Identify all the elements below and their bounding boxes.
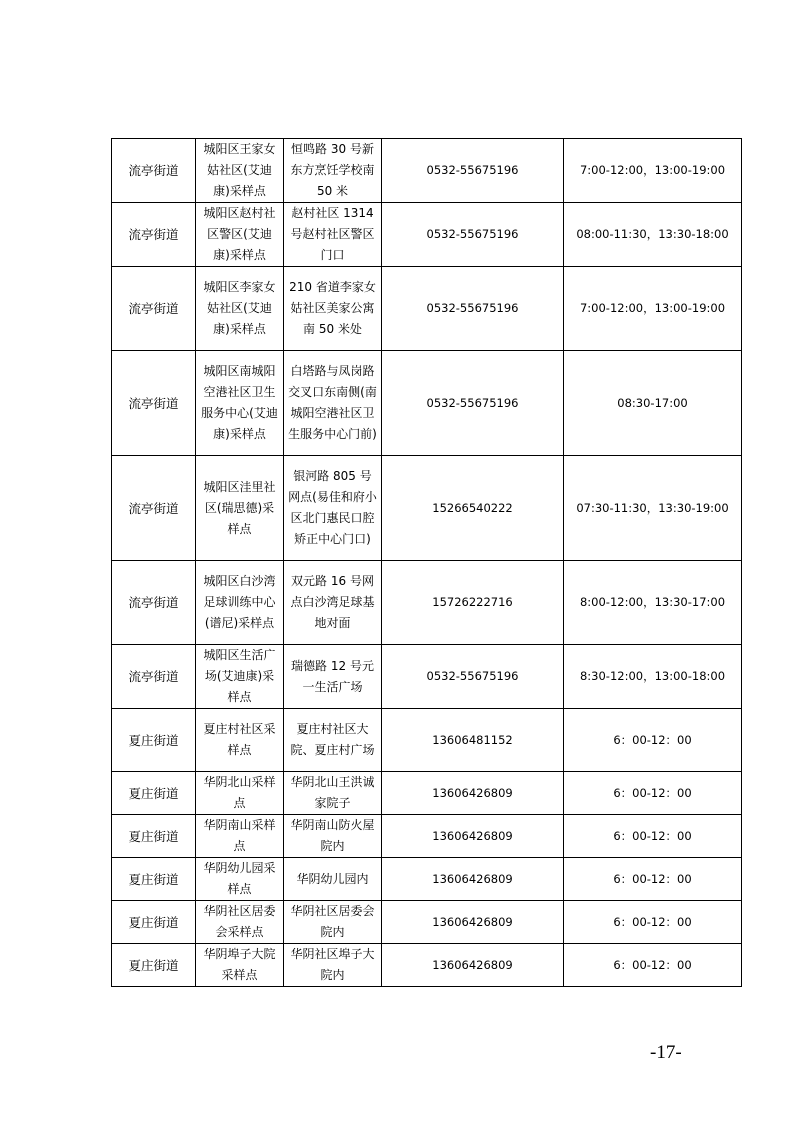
hours-cell: 08:30-17:00 bbox=[564, 351, 742, 456]
street-cell: 流亭街道 bbox=[112, 645, 196, 709]
street-cell: 流亭街道 bbox=[112, 267, 196, 351]
site-name-cell: 华阴社区居委会采样点 bbox=[196, 901, 284, 944]
phone-cell: 13606426809 bbox=[382, 772, 564, 815]
street-cell: 流亭街道 bbox=[112, 456, 196, 561]
street-cell: 夏庄街道 bbox=[112, 815, 196, 858]
phone-cell: 13606426809 bbox=[382, 944, 564, 987]
hours-cell: 6：00-12：00 bbox=[564, 944, 742, 987]
street-cell: 夏庄街道 bbox=[112, 901, 196, 944]
address-cell: 银河路 805 号网点(易佳和府小区北门惠民口腔矫正中心门口) bbox=[284, 456, 382, 561]
address-cell: 恒鸣路 30 号新东方烹饪学校南 50 米 bbox=[284, 139, 382, 203]
address-cell: 华阴北山王洪诚家院子 bbox=[284, 772, 382, 815]
street-cell: 夏庄街道 bbox=[112, 709, 196, 772]
hours-cell: 6：00-12：00 bbox=[564, 858, 742, 901]
address-cell: 赵村社区 1314 号赵村社区警区门口 bbox=[284, 203, 382, 267]
phone-cell: 13606426809 bbox=[382, 901, 564, 944]
address-cell: 210 省道李家女姑社区美家公寓南 50 米处 bbox=[284, 267, 382, 351]
phone-cell: 13606426809 bbox=[382, 858, 564, 901]
sampling-sites-table bbox=[111, 138, 742, 987]
hours-cell: 6：00-12：00 bbox=[564, 815, 742, 858]
table-row bbox=[112, 561, 742, 645]
street-cell: 夏庄街道 bbox=[112, 944, 196, 987]
address-cell: 华阴社区居委会院内 bbox=[284, 901, 382, 944]
hours-cell: 07:30-11:30，13:30-19:00 bbox=[564, 456, 742, 561]
hours-cell: 8:00-12:00，13:30-17:00 bbox=[564, 561, 742, 645]
street-cell: 夏庄街道 bbox=[112, 858, 196, 901]
street-cell: 流亭街道 bbox=[112, 139, 196, 203]
hours-cell: 6：00-12：00 bbox=[564, 772, 742, 815]
address-cell: 白塔路与凤岗路交叉口东南侧(南城阳空港社区卫生服务中心门前) bbox=[284, 351, 382, 456]
hours-cell: 6：00-12：00 bbox=[564, 901, 742, 944]
address-cell: 华阴南山防火屋院内 bbox=[284, 815, 382, 858]
address-cell: 瑞德路 12 号元一生活广场 bbox=[284, 645, 382, 709]
site-name-cell: 夏庄村社区采样点 bbox=[196, 709, 284, 772]
site-name-cell: 城阳区生活广场(艾迪康)采样点 bbox=[196, 645, 284, 709]
phone-cell: 15266540222 bbox=[382, 456, 564, 561]
phone-cell: 0532-55675196 bbox=[382, 203, 564, 267]
table-row bbox=[112, 456, 742, 561]
site-name-cell: 城阳区白沙湾足球训练中心(谱尼)采样点 bbox=[196, 561, 284, 645]
phone-cell: 0532-55675196 bbox=[382, 267, 564, 351]
hours-cell: 6：00-12：00 bbox=[564, 709, 742, 772]
address-cell: 华阴幼儿园内 bbox=[284, 858, 382, 901]
site-name-cell: 城阳区王家女姑社区(艾迪康)采样点 bbox=[196, 139, 284, 203]
phone-cell: 15726222716 bbox=[382, 561, 564, 645]
site-name-cell: 城阳区南城阳空港社区卫生服务中心(艾迪康)采样点 bbox=[196, 351, 284, 456]
site-name-cell: 华阴南山采样点 bbox=[196, 815, 284, 858]
street-cell: 夏庄街道 bbox=[112, 772, 196, 815]
site-name-cell: 城阳区洼里社区(瑞思德)采样点 bbox=[196, 456, 284, 561]
address-cell: 华阴社区埠子大院内 bbox=[284, 944, 382, 987]
table-row bbox=[112, 645, 742, 709]
page-number: -17- bbox=[650, 1042, 682, 1063]
phone-cell: 13606481152 bbox=[382, 709, 564, 772]
address-cell: 双元路 16 号网点白沙湾足球基地对面 bbox=[284, 561, 382, 645]
phone-cell: 0532-55675196 bbox=[382, 645, 564, 709]
site-name-cell: 城阳区李家女姑社区(艾迪康)采样点 bbox=[196, 267, 284, 351]
table-row bbox=[112, 139, 742, 203]
table-row bbox=[112, 267, 742, 351]
phone-cell: 13606426809 bbox=[382, 815, 564, 858]
hours-cell: 7:00-12:00，13:00-19:00 bbox=[564, 139, 742, 203]
site-name-cell: 城阳区赵村社区警区(艾迪康)采样点 bbox=[196, 203, 284, 267]
phone-cell: 0532-55675196 bbox=[382, 351, 564, 456]
street-cell: 流亭街道 bbox=[112, 351, 196, 456]
table-row bbox=[112, 858, 742, 901]
site-name-cell: 华阴埠子大院采样点 bbox=[196, 944, 284, 987]
street-cell: 流亭街道 bbox=[112, 561, 196, 645]
table-row bbox=[112, 901, 742, 944]
table-row bbox=[112, 203, 742, 267]
table-row bbox=[112, 709, 742, 772]
table-row bbox=[112, 351, 742, 456]
address-cell: 夏庄村社区大院、夏庄村广场 bbox=[284, 709, 382, 772]
phone-cell: 0532-55675196 bbox=[382, 139, 564, 203]
site-name-cell: 华阴北山采样点 bbox=[196, 772, 284, 815]
street-cell: 流亭街道 bbox=[112, 203, 196, 267]
table-row bbox=[112, 772, 742, 815]
hours-cell: 08:00-11:30，13:30-18:00 bbox=[564, 203, 742, 267]
hours-cell: 7:00-12:00，13:00-19:00 bbox=[564, 267, 742, 351]
table-row bbox=[112, 944, 742, 987]
hours-cell: 8:30-12:00，13:00-18:00 bbox=[564, 645, 742, 709]
table-row bbox=[112, 815, 742, 858]
site-name-cell: 华阴幼儿园采样点 bbox=[196, 858, 284, 901]
